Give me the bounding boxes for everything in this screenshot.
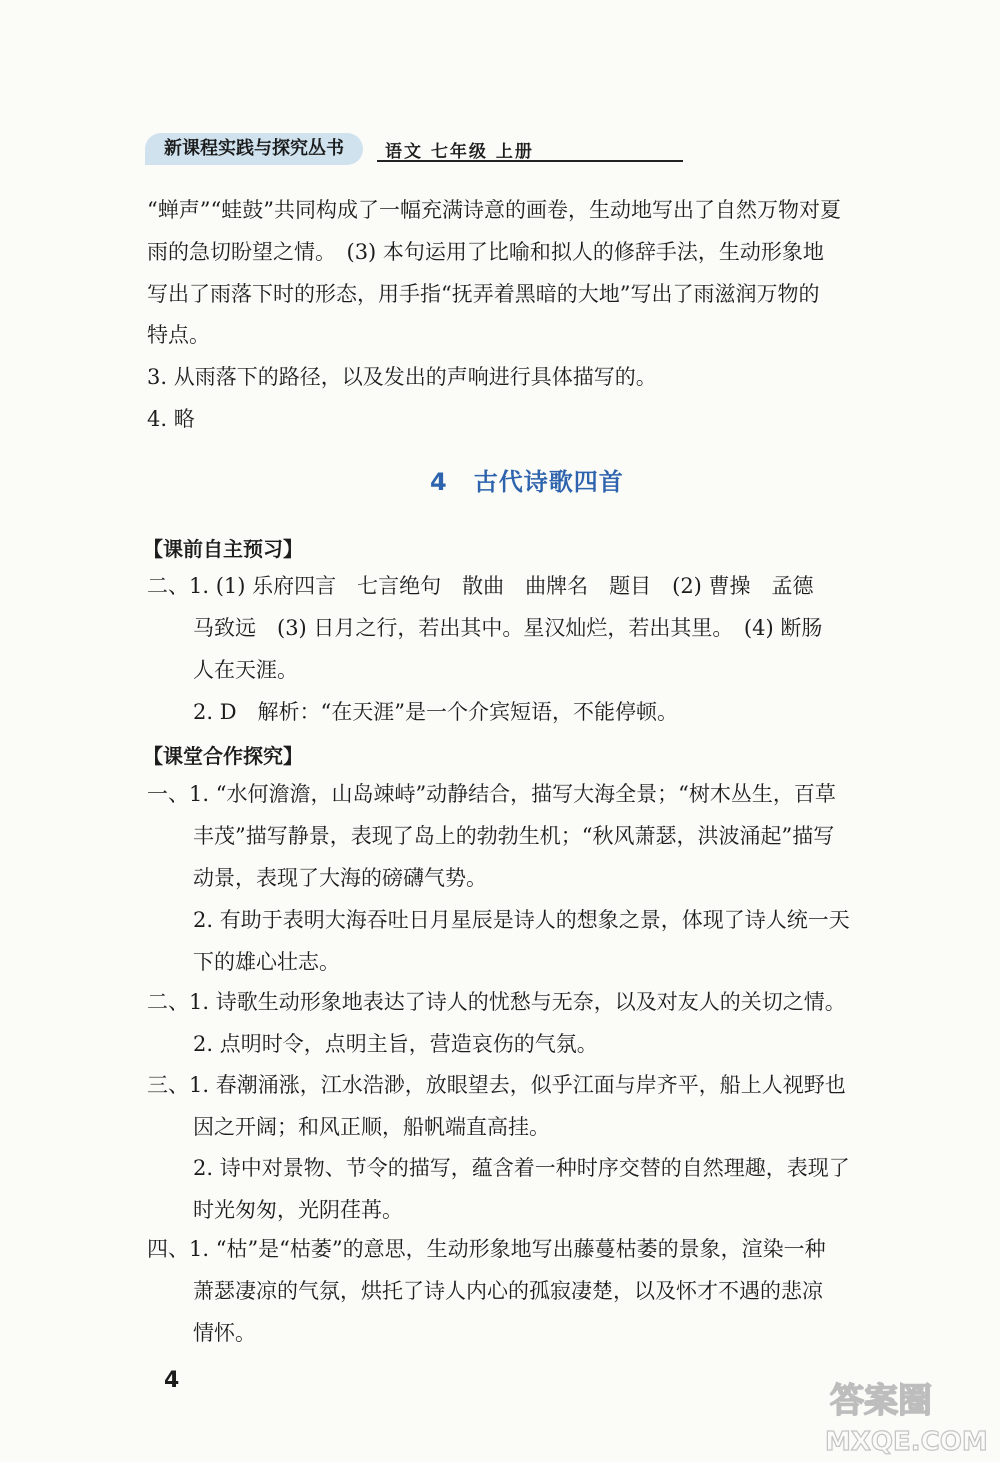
text-line: 三、1. 春潮涌涨，江水浩渺，放眼望去，似乎江面与岸齐平，船上人视野也 xyxy=(147,1073,846,1097)
text-line: 二、1. (1) 乐府四言 七言绝句 散曲 曲牌名 题目 (2) 曹操 孟德 xyxy=(147,574,814,598)
watermark-logo xyxy=(820,1372,990,1457)
text-line: 时光匆匆，光阴荏苒。 xyxy=(193,1198,403,1222)
text-line: 2. 有助于表明大海吞吐日月星辰是诗人的想象之景，体现了诗人统一天 xyxy=(193,908,850,932)
series-badge: 新课程实践与探究丛书 xyxy=(145,133,363,165)
page-header xyxy=(145,133,545,169)
text-line: 下的雄心壮志。 xyxy=(193,950,340,974)
text-line: 萧瑟凄凉的气氛，烘托了诗人内心的孤寂凄楚，以及怀才不遇的悲凉 xyxy=(193,1279,823,1303)
page-number: 4 xyxy=(164,1368,180,1393)
text-line: 马致远 (3) 日月之行，若出其中。星汉灿烂，若出其里。 (4) 断肠 xyxy=(193,616,823,640)
watermark-url: MXQE.COM xyxy=(825,1427,988,1457)
text-line: 人在天涯。 xyxy=(193,658,298,682)
lesson-title xyxy=(430,462,624,497)
section-heading: 【课堂合作探究】 xyxy=(143,744,303,768)
text-line: 写出了雨落下时的形态，用手指“抚弄着黑暗的大地”写出了雨滋润万物的 xyxy=(147,282,820,306)
text-line: 动景，表现了大海的磅礴气势。 xyxy=(193,866,487,890)
text-line: 2. D 解析：“在天涯”是一个介宾短语，不能停顿。 xyxy=(193,700,679,724)
text-line: 雨的急切盼望之情。 (3) 本句运用了比喻和拟人的修辞手法，生动形象地 xyxy=(147,240,824,264)
text-line: 一、1. “水何澹澹，山岛竦峙”动静结合，描写大海全景；“树木丛生，百草 xyxy=(147,782,836,806)
subject-label: 语文 七年级 上册 xyxy=(385,142,534,162)
text-line: 四、1. “枯”是“枯萎”的意思，生动形象地写出藤蔓枯萎的景象，渲染一种 xyxy=(147,1237,826,1261)
text-line: 3. 从雨落下的路径，以及发出的声响进行具体描写的。 xyxy=(147,365,657,389)
text-line: 因之开阔；和风正顺，船帆端直高挂。 xyxy=(193,1115,550,1139)
text-line: 4. 略 xyxy=(147,407,195,431)
text-line: “蝉声”“蛙鼓”共同构成了一幅充满诗意的画卷，生动地写出了自然万物对夏 xyxy=(147,198,841,222)
text-line: 二、1. 诗歌生动形象地表达了诗人的忧愁与无奈，以及对友人的关切之情。 xyxy=(147,990,846,1014)
header-underline xyxy=(377,160,683,162)
section-heading: 【课前自主预习】 xyxy=(143,537,303,561)
text-line: 2. 诗中对景物、节令的描写，蕴含着一种时序交替的自然理趣，表现了 xyxy=(193,1156,850,1180)
watermark-logo-text: 答案圈 xyxy=(830,1381,932,1421)
lesson-name: 古代诗歌四首 xyxy=(473,468,624,496)
text-line: 特点。 xyxy=(147,323,210,347)
text-line: 情怀。 xyxy=(193,1321,256,1345)
lesson-number: 4 xyxy=(430,468,448,496)
text-line: 丰茂”描写静景，表现了岛上的勃勃生机；“秋风萧瑟，洪波涌起”描写 xyxy=(193,824,835,848)
text-line: 2. 点明时令，点明主旨，营造哀伤的气氛。 xyxy=(193,1032,598,1056)
